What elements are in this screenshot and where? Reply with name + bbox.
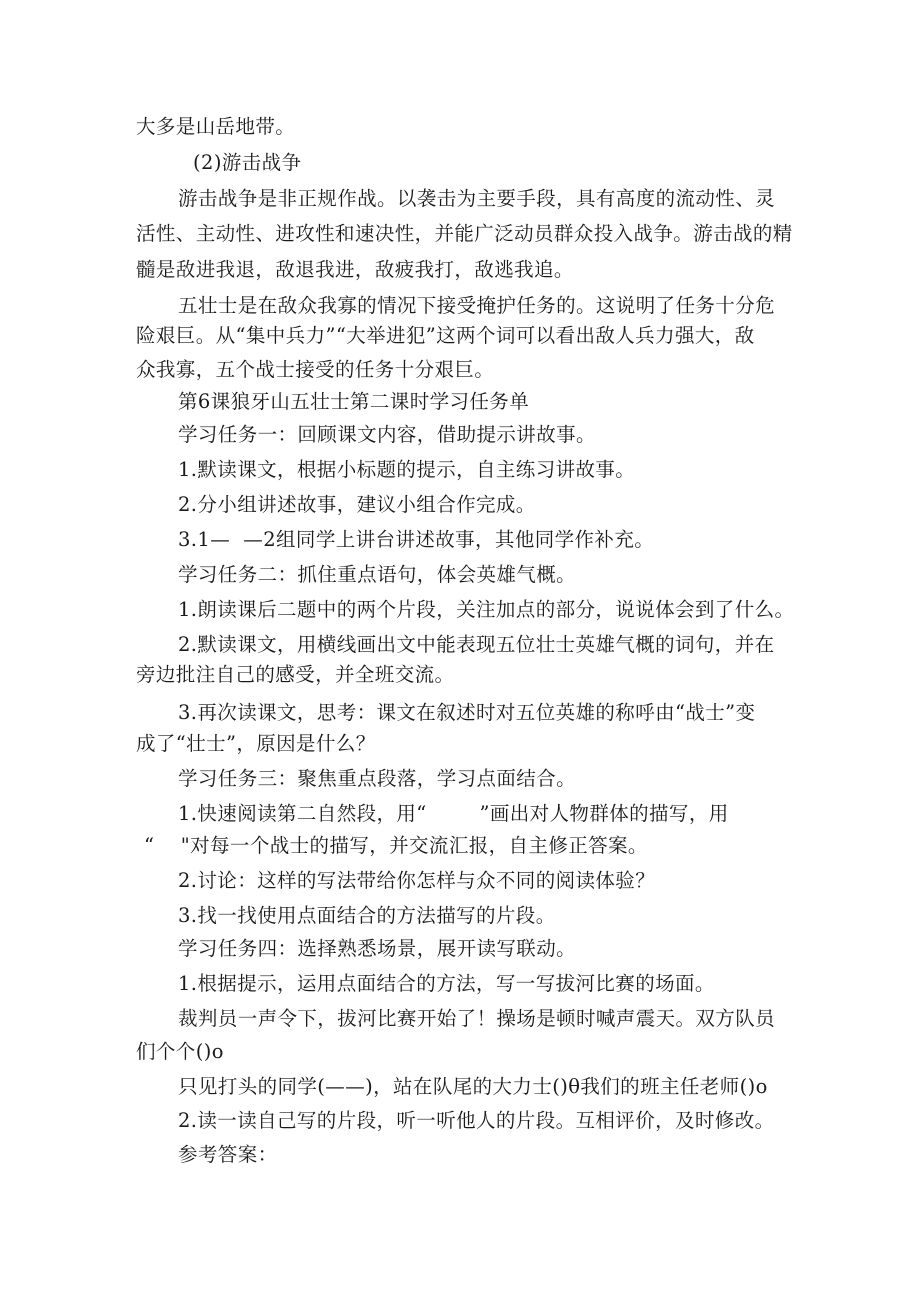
text-line: 成了“壮士”，原因是什么？ <box>136 732 376 755</box>
text-line: 五壮士是在敌众我寡的情况下接受掩护任务的。这说明了任务十分危 <box>178 294 776 317</box>
section-heading: (2)游击战争 <box>193 151 302 174</box>
text-line: 众我寡，五个战士接受的任务十分艰巨。 <box>136 358 495 381</box>
task-item: 2.分小组讲述故事，建议小组合作完成。 <box>178 493 536 516</box>
task-heading: 学习任务四：选择熟悉场景，展开读写联动。 <box>178 937 577 960</box>
task-heading: 学习任务一：回顾课文内容，借助提示讲故事。 <box>178 423 596 446</box>
task-heading: 学习任务三：聚焦重点段落，学习点面结合。 <box>178 767 577 790</box>
text-line: 只见打头的同学(——)，站在队尾的大力士()θ我们的班主任老师()o <box>178 1075 768 1098</box>
task-item: 3.找一找使用点面结合的方法描写的片段。 <box>178 904 556 927</box>
text-line: 旁边批注自己的感受，并全班交流。 <box>136 663 455 686</box>
task-item: 1.根据提示，运用点面结合的方法，写一写拔河比赛的场面。 <box>178 972 715 995</box>
text-line: 们个个()o <box>136 1040 224 1063</box>
task-item: 3.1— —2组同学上讲台讲述故事，其他同学作补充。 <box>178 528 655 551</box>
task-item: 3.再次读课文，思考：课文在叙述时对五位英雄的称呼由“战士”变 <box>178 701 756 724</box>
text-line: 活性、主动性、进攻性和速决性，并能广泛动员群众投入战争。游击战的精 <box>136 222 793 245</box>
text-line: 险艰巨。从“集中兵力”“大举进犯”这两个词可以看出敌人兵力强大，敌 <box>136 324 755 347</box>
answer-heading: 参考答案： <box>178 1143 278 1166</box>
text-line: 游击战争是非正规作战。以袭击为主要手段，具有高度的流动性、灵 <box>178 187 776 210</box>
task-item: 1.快速阅读第二自然段，用“ ”画出对人物群体的描写，用 <box>178 802 729 825</box>
task-item: 1.默读课文，根据小标题的提示，自主练习讲故事。 <box>178 458 636 481</box>
text-line: 裁判员一声令下，拔河比赛开始了！操场是顿时喊声震天。双方队员 <box>178 1007 776 1030</box>
task-item: 2.讨论：这样的写法带给你怎样与众不同的阅读体验？ <box>178 869 656 892</box>
text-line: 髓是敌进我退，敌退我进，敌疲我打，敌逃我追。 <box>136 258 574 281</box>
text-line: 大多是山岳地带。 <box>136 115 296 138</box>
task-item: 2.默读课文，用横线画出文中能表现五位壮士英雄气概的词句，并在 <box>178 633 775 656</box>
text-line: “ "对每一个战士的描写，并交流汇报，自主修正答案。 <box>144 834 648 857</box>
worksheet-title: 第6课狼牙山五壮士第二课时学习任务单 <box>178 390 530 413</box>
task-item: 1.朗读课后二题中的两个片段，关注加点的部分，说说体会到了什么。 <box>178 598 795 621</box>
task-heading: 学习任务二：抓住重点语句，体会英雄气概。 <box>178 563 577 586</box>
task-item: 2.读一读自己写的片段，听一听他人的片段。互相评价，及时修改。 <box>178 1109 775 1132</box>
